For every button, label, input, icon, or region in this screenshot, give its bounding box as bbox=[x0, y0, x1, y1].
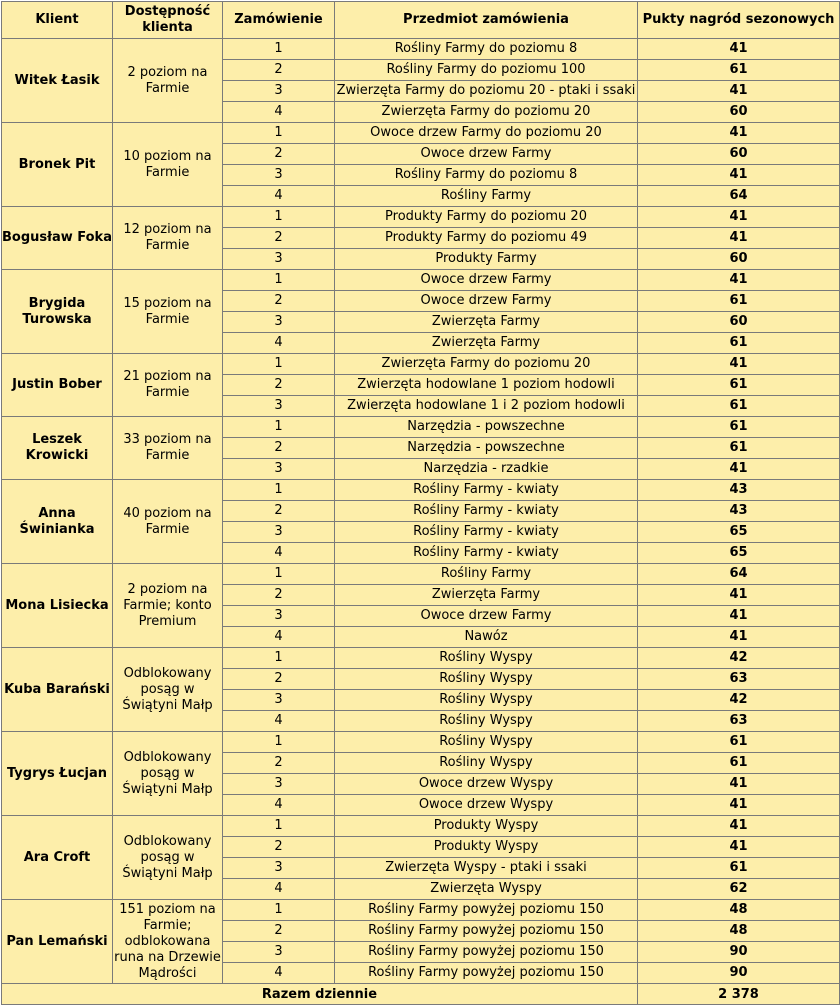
order-points: 41 bbox=[638, 795, 840, 816]
table-row bbox=[2, 417, 840, 438]
order-item: Produkty Farmy do poziomu 49 bbox=[335, 228, 638, 249]
table-row bbox=[2, 354, 840, 375]
client-name: Anna Świnianka bbox=[2, 480, 113, 564]
order-item: Rośliny Farmy powyżej poziomu 150 bbox=[335, 942, 638, 963]
order-points: 90 bbox=[638, 942, 840, 963]
order-number: 4 bbox=[223, 186, 335, 207]
table-row bbox=[2, 648, 840, 669]
order-number: 3 bbox=[223, 606, 335, 627]
orders-body bbox=[2, 39, 840, 984]
order-points: 41 bbox=[638, 228, 840, 249]
order-item: Produkty Wyspy bbox=[335, 837, 638, 858]
order-number: 3 bbox=[223, 858, 335, 879]
order-item: Zwierzęta Farmy bbox=[335, 333, 638, 354]
client-name: Bogusław Foka bbox=[2, 207, 113, 270]
order-number: 1 bbox=[223, 270, 335, 291]
order-number: 1 bbox=[223, 123, 335, 144]
order-number: 4 bbox=[223, 102, 335, 123]
order-points: 60 bbox=[638, 144, 840, 165]
order-points: 41 bbox=[638, 459, 840, 480]
order-points: 61 bbox=[638, 333, 840, 354]
order-item: Zwierzęta Farmy do poziomu 20 bbox=[335, 354, 638, 375]
order-points: 61 bbox=[638, 291, 840, 312]
order-number: 3 bbox=[223, 81, 335, 102]
order-number: 1 bbox=[223, 900, 335, 921]
client-name: Justin Bober bbox=[2, 354, 113, 417]
order-item: Owoce drzew Wyspy bbox=[335, 774, 638, 795]
order-item: Produkty Farmy do poziomu 20 bbox=[335, 207, 638, 228]
order-item: Narzędzia - rzadkie bbox=[335, 459, 638, 480]
order-number: 1 bbox=[223, 480, 335, 501]
order-item: Zwierzęta hodowlane 1 i 2 poziom hodowli bbox=[335, 396, 638, 417]
order-item: Zwierzęta Farmy bbox=[335, 312, 638, 333]
order-number: 1 bbox=[223, 417, 335, 438]
client-availability: 10 poziom na Farmie bbox=[113, 123, 223, 207]
order-points: 43 bbox=[638, 480, 840, 501]
order-number: 4 bbox=[223, 879, 335, 900]
order-points: 63 bbox=[638, 669, 840, 690]
order-points: 43 bbox=[638, 501, 840, 522]
order-points: 61 bbox=[638, 60, 840, 81]
order-item: Zwierzęta Farmy do poziomu 20 - ptaki i ssaki bbox=[335, 81, 638, 102]
order-points: 65 bbox=[638, 522, 840, 543]
order-item: Rośliny Wyspy bbox=[335, 732, 638, 753]
order-number: 1 bbox=[223, 354, 335, 375]
order-number: 2 bbox=[223, 291, 335, 312]
client-name: Tygrys Łucjan bbox=[2, 732, 113, 816]
total-row bbox=[2, 984, 840, 1005]
order-number: 3 bbox=[223, 165, 335, 186]
order-item: Owoce drzew Farmy bbox=[335, 144, 638, 165]
order-points: 41 bbox=[638, 39, 840, 60]
order-points: 61 bbox=[638, 858, 840, 879]
order-item: Rośliny Wyspy bbox=[335, 669, 638, 690]
order-points: 60 bbox=[638, 249, 840, 270]
client-name: Ara Croft bbox=[2, 816, 113, 900]
order-number: 4 bbox=[223, 963, 335, 984]
client-availability: Odblokowany posąg w Świątyni Małp bbox=[113, 648, 223, 732]
order-item: Owoce drzew Farmy bbox=[335, 270, 638, 291]
order-points: 41 bbox=[638, 123, 840, 144]
total-label: Razem dziennie bbox=[2, 984, 638, 1005]
order-points: 41 bbox=[638, 81, 840, 102]
order-item: Zwierzęta hodowlane 1 poziom hodowli bbox=[335, 375, 638, 396]
table-row bbox=[2, 732, 840, 753]
order-item: Produkty Farmy bbox=[335, 249, 638, 270]
order-number: 2 bbox=[223, 669, 335, 690]
table-row bbox=[2, 480, 840, 501]
order-points: 90 bbox=[638, 963, 840, 984]
client-availability: 151 poziom na Farmie; odblokowana runa na Drzewie Mądrości bbox=[113, 900, 223, 984]
order-points: 61 bbox=[638, 417, 840, 438]
header-points: Pukty nagród sezonowych bbox=[638, 2, 840, 39]
table-row bbox=[2, 207, 840, 228]
order-points: 42 bbox=[638, 648, 840, 669]
order-item: Rośliny Farmy - kwiaty bbox=[335, 522, 638, 543]
order-points: 48 bbox=[638, 921, 840, 942]
order-number: 1 bbox=[223, 207, 335, 228]
order-points: 41 bbox=[638, 606, 840, 627]
order-points: 41 bbox=[638, 816, 840, 837]
order-points: 64 bbox=[638, 186, 840, 207]
order-item: Owoce drzew Farmy do poziomu 20 bbox=[335, 123, 638, 144]
order-number: 3 bbox=[223, 459, 335, 480]
order-points: 41 bbox=[638, 837, 840, 858]
client-name: Mona Lisiecka bbox=[2, 564, 113, 648]
client-availability: 40 poziom na Farmie bbox=[113, 480, 223, 564]
client-name: Leszek Krowicki bbox=[2, 417, 113, 480]
header-client: Klient bbox=[2, 2, 113, 39]
order-number: 3 bbox=[223, 774, 335, 795]
order-item: Rośliny Farmy do poziomu 8 bbox=[335, 165, 638, 186]
order-number: 4 bbox=[223, 627, 335, 648]
order-points: 41 bbox=[638, 585, 840, 606]
order-points: 61 bbox=[638, 396, 840, 417]
order-item: Narzędzia - powszechne bbox=[335, 438, 638, 459]
order-number: 1 bbox=[223, 732, 335, 753]
client-name: Witek Łasik bbox=[2, 39, 113, 123]
order-number: 2 bbox=[223, 501, 335, 522]
order-number: 2 bbox=[223, 438, 335, 459]
order-item: Narzędzia - powszechne bbox=[335, 417, 638, 438]
order-item: Owoce drzew Farmy bbox=[335, 606, 638, 627]
client-availability: Odblokowany posąg w Świątyni Małp bbox=[113, 732, 223, 816]
client-name: Brygida Turowska bbox=[2, 270, 113, 354]
order-number: 3 bbox=[223, 312, 335, 333]
order-number: 2 bbox=[223, 228, 335, 249]
order-item: Rośliny Wyspy bbox=[335, 690, 638, 711]
order-item: Zwierzęta Wyspy - ptaki i ssaki bbox=[335, 858, 638, 879]
order-item: Rośliny Wyspy bbox=[335, 753, 638, 774]
order-item: Zwierzęta Farmy do poziomu 20 bbox=[335, 102, 638, 123]
order-number: 2 bbox=[223, 753, 335, 774]
order-points: 41 bbox=[638, 270, 840, 291]
table-row bbox=[2, 564, 840, 585]
orders-table bbox=[1, 1, 840, 1005]
table-row bbox=[2, 816, 840, 837]
order-number: 1 bbox=[223, 564, 335, 585]
order-points: 42 bbox=[638, 690, 840, 711]
order-item: Produkty Wyspy bbox=[335, 816, 638, 837]
client-availability: 2 poziom na Farmie bbox=[113, 39, 223, 123]
order-item: Rośliny Farmy do poziomu 100 bbox=[335, 60, 638, 81]
order-number: 4 bbox=[223, 543, 335, 564]
order-item: Rośliny Farmy powyżej poziomu 150 bbox=[335, 900, 638, 921]
header-item: Przedmiot zamówienia bbox=[335, 2, 638, 39]
order-item: Rośliny Farmy - kwiaty bbox=[335, 480, 638, 501]
order-number: 1 bbox=[223, 648, 335, 669]
order-points: 41 bbox=[638, 165, 840, 186]
order-number: 4 bbox=[223, 711, 335, 732]
order-number: 4 bbox=[223, 333, 335, 354]
order-item: Rośliny Farmy bbox=[335, 186, 638, 207]
header-order: Zamówienie bbox=[223, 2, 335, 39]
order-number: 2 bbox=[223, 585, 335, 606]
client-availability: 33 poziom na Farmie bbox=[113, 417, 223, 480]
order-number: 2 bbox=[223, 144, 335, 165]
order-number: 3 bbox=[223, 942, 335, 963]
order-item: Rośliny Farmy powyżej poziomu 150 bbox=[335, 921, 638, 942]
order-item: Zwierzęta Farmy bbox=[335, 585, 638, 606]
order-item: Nawóz bbox=[335, 627, 638, 648]
client-name: Kuba Barański bbox=[2, 648, 113, 732]
order-points: 41 bbox=[638, 774, 840, 795]
client-availability: Odblokowany posąg w Świątyni Małp bbox=[113, 816, 223, 900]
order-item: Zwierzęta Wyspy bbox=[335, 879, 638, 900]
order-points: 61 bbox=[638, 375, 840, 396]
table-row bbox=[2, 123, 840, 144]
order-number: 1 bbox=[223, 39, 335, 60]
order-number: 3 bbox=[223, 690, 335, 711]
client-availability: 15 poziom na Farmie bbox=[113, 270, 223, 354]
order-number: 3 bbox=[223, 249, 335, 270]
order-item: Rośliny Farmy - kwiaty bbox=[335, 501, 638, 522]
table-row bbox=[2, 39, 840, 60]
client-availability: 21 poziom na Farmie bbox=[113, 354, 223, 417]
order-number: 2 bbox=[223, 375, 335, 396]
order-number: 2 bbox=[223, 60, 335, 81]
order-points: 62 bbox=[638, 879, 840, 900]
order-points: 61 bbox=[638, 732, 840, 753]
order-points: 60 bbox=[638, 312, 840, 333]
order-item: Rośliny Farmy - kwiaty bbox=[335, 543, 638, 564]
order-item: Owoce drzew Farmy bbox=[335, 291, 638, 312]
order-number: 1 bbox=[223, 816, 335, 837]
header-availability: Dostępność klienta bbox=[113, 2, 223, 39]
order-item: Rośliny Farmy bbox=[335, 564, 638, 585]
order-points: 41 bbox=[638, 354, 840, 375]
client-availability: 12 poziom na Farmie bbox=[113, 207, 223, 270]
order-number: 2 bbox=[223, 921, 335, 942]
order-number: 4 bbox=[223, 795, 335, 816]
order-number: 2 bbox=[223, 837, 335, 858]
order-item: Rośliny Farmy do poziomu 8 bbox=[335, 39, 638, 60]
order-points: 65 bbox=[638, 543, 840, 564]
order-item: Rośliny Wyspy bbox=[335, 711, 638, 732]
order-number: 3 bbox=[223, 522, 335, 543]
order-points: 60 bbox=[638, 102, 840, 123]
order-points: 41 bbox=[638, 207, 840, 228]
order-points: 48 bbox=[638, 900, 840, 921]
table-row bbox=[2, 900, 840, 921]
order-points: 64 bbox=[638, 564, 840, 585]
order-item: Owoce drzew Wyspy bbox=[335, 795, 638, 816]
client-name: Pan Lemański bbox=[2, 900, 113, 984]
client-availability: 2 poziom na Farmie; konto Premium bbox=[113, 564, 223, 648]
order-item: Rośliny Wyspy bbox=[335, 648, 638, 669]
table-row bbox=[2, 270, 840, 291]
order-points: 41 bbox=[638, 627, 840, 648]
total-value: 2 378 bbox=[638, 984, 840, 1005]
order-number: 3 bbox=[223, 396, 335, 417]
order-points: 61 bbox=[638, 753, 840, 774]
order-item: Rośliny Farmy powyżej poziomu 150 bbox=[335, 963, 638, 984]
header-row bbox=[2, 2, 840, 39]
order-points: 61 bbox=[638, 438, 840, 459]
order-points: 63 bbox=[638, 711, 840, 732]
client-name: Bronek Pit bbox=[2, 123, 113, 207]
